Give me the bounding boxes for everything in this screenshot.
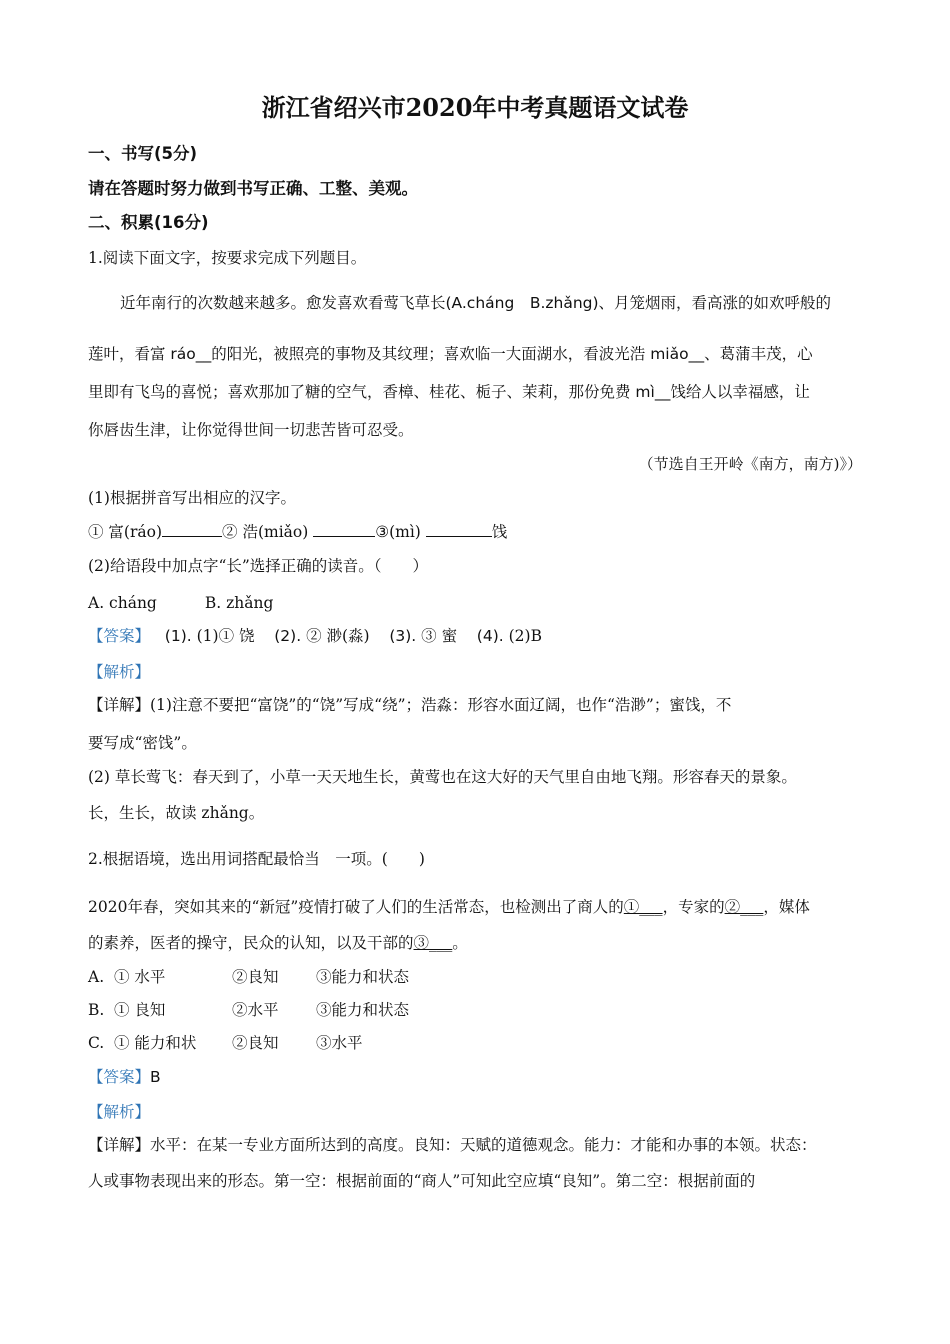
sub-question-2: (2)给语段中加点字“长”选择正确的读音。（ ） [88,557,429,575]
option-label: A. [88,968,105,986]
option-item: ① 能力和状 [114,1034,197,1052]
stem-text: 2020年春，突如其来的“新冠”疫情打破了人们的生活常态，也检测出了商人的 [88,898,624,916]
question-2-prompt: 2.根据语境，选出用词搭配最恰当 一项。( ) [88,850,425,868]
option-label: C. [88,1034,105,1052]
answer-row [88,625,542,647]
answer-value: (1)① 饶 [196,627,255,645]
answer-index: (4). [476,627,504,645]
passage-line: 莲叶，看富 ráo__的阳光，被照亮的事物及其纹理；喜欢临一大面湖水，看波光浩 miǎo__、葛蒲丰茂，心 [88,345,813,363]
passage-source: （节选自王开岭《南方，南方)》） [638,455,862,473]
blank-label-miao: ② 浩(miǎo) [222,523,309,541]
stem-blank: ②___ [724,898,764,916]
analysis-tag: 【解析】 [88,1103,151,1121]
answer-value: B [150,1068,161,1086]
option-item: ③水平 [316,1034,363,1052]
stem-text: ，专家的 [662,898,725,916]
answer-row [88,1066,161,1088]
option-item: ③能力和状态 [316,1001,410,1019]
answer-value: ③ 蜜 [421,627,458,645]
answer-blank[interactable] [313,520,375,537]
detail-line: 【详解】水平：在某一专业方面所达到的高度。良知：天赋的道德观念。能力：才能和办事的本领。状态： [88,1136,817,1154]
answer-index: (2). [274,627,302,645]
blank-label-mi: ③(mì) [375,523,421,541]
choice-row [88,592,273,614]
answer-tag: 【答案】 [88,1068,151,1086]
answer-value: ② 渺(淼) [306,627,370,645]
question-2-stem [88,932,468,954]
choice-b[interactable]: B. zhǎng [204,594,274,612]
stem-blank: ①___ [623,898,663,916]
passage-line: 近年南行的次数越来越多。愈发喜欢看莺飞草长(A.cháng B.zhǎng)、月笼烟雨，看高涨的如欢呼般的 [120,294,832,312]
option-item: ②良知 [232,968,279,986]
stem-text: ，媒体 [763,898,810,916]
detail-line: (2) 草长莺飞：春天到了，小草一天天地生长，黄莺也在这大好的天气里自由地飞翔。形容春天的景象。 [88,768,797,786]
choice-a[interactable]: A. cháng [88,594,157,612]
option-item: ① 水平 [114,968,166,986]
section-heading-accumulation: 二、积累(16分) [88,213,209,232]
stem-text: 。 [452,934,468,952]
section-writing-body: 请在答题时努力做到书写正确、工整、美观。 [88,179,418,198]
detail-line: 【详解】(1)注意不要把“富饶”的“饶”写成“绕”；浩淼：形容水面辽阔，也作“浩渺”；蜜饯，不 [88,696,732,714]
detail-line: 长，生长，故读 zhǎng。 [88,804,265,822]
choice-option[interactable] [88,1032,363,1054]
choice-option[interactable] [88,999,409,1021]
blank-suffix: 饯 [491,523,508,541]
stem-text: 的素养，医者的操守，民众的认知，以及干部的 [88,934,414,952]
stem-blank: ③___ [413,934,453,952]
sub-question-1: (1)根据拼音写出相应的汉字。 [88,489,296,507]
analysis-tag: 【解析】 [88,663,151,681]
question-1-prompt: 1.阅读下面文字，按要求完成下列题目。 [88,249,367,267]
page-title: 浙江省绍兴市2020年中考真题语文试卷 [261,93,689,122]
answer-index: (3). [389,627,417,645]
option-item: ②水平 [232,1001,279,1019]
detail-line: 人或事物表现出来的形态。第一空：根据前面的“商人”可知此空应填“良知”。第二空：根据前面的 [88,1172,756,1190]
option-item: ②良知 [232,1034,279,1052]
option-item: ③能力和状态 [316,968,410,986]
choice-option[interactable] [88,966,409,988]
answer-index: (1). [164,627,192,645]
answer-tag: 【答案】 [88,627,151,645]
section-heading-writing: 一、书写(5分) [88,144,198,163]
option-label: B. [88,1001,105,1019]
passage-line: 你唇齿生津，让你觉得世间一切悲苦皆可忍受。 [88,421,414,439]
passage-line: 里即有飞鸟的喜悦；喜欢那加了糖的空气，香樟、桂花、栀子、茉莉，那份免费 mì__饯给人以幸福感，让 [88,383,810,401]
answer-blank[interactable] [426,520,492,537]
fill-blank-row [88,520,507,543]
blank-label-rao: ① 富(ráo) [88,523,163,541]
question-2-stem [88,896,810,918]
detail-line: 要写成“密饯”。 [88,734,197,752]
answer-blank[interactable] [162,520,222,537]
answer-value: (2)B [508,627,542,645]
option-item: ① 良知 [114,1001,166,1019]
